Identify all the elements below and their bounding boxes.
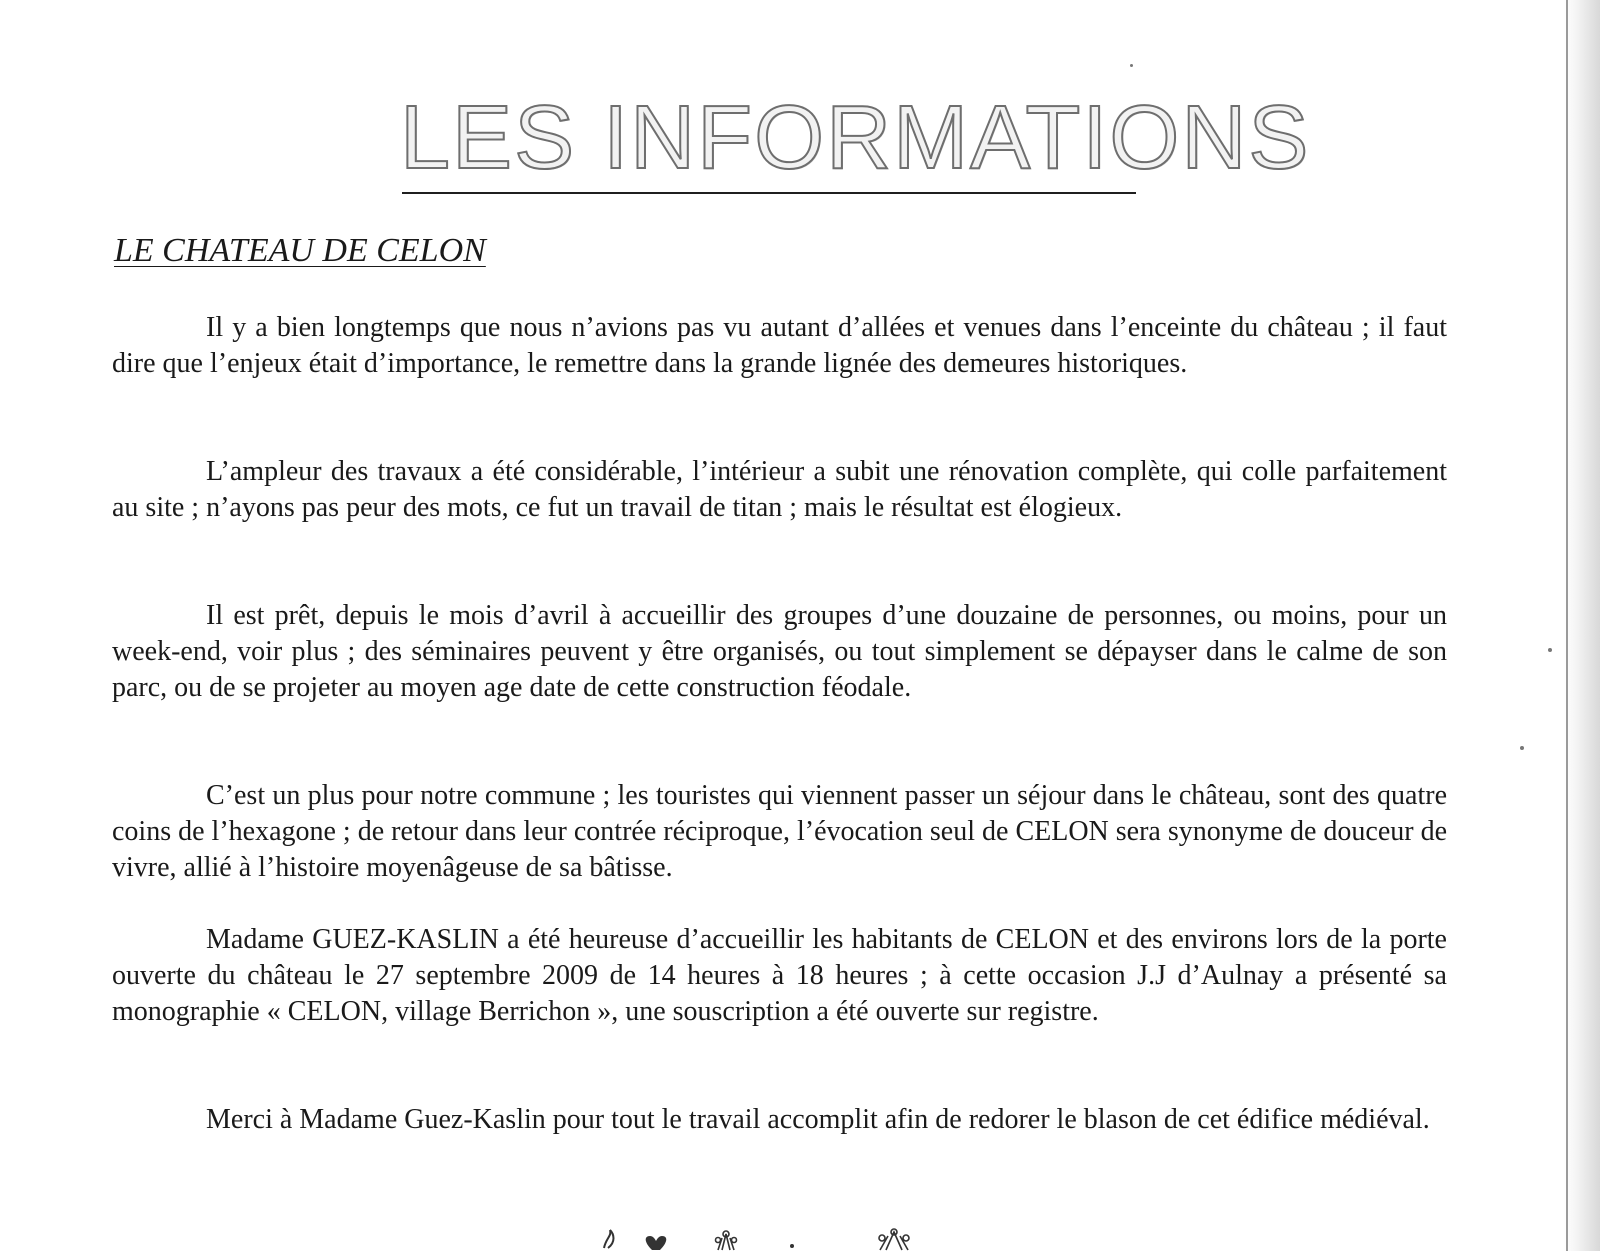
paragraph: Madame GUEZ-KASLIN a été heureuse d’accueillir les habitants de CELON et des environs lors de la porte ouverte du château le 27 septembre 2009 de 14 heures à 18 heures ; à cette occasion J.J d’Aulnay a présenté sa monographie « CELON, village Berrichon », une souscription a été ouverte sur registre. <box>112 924 1447 1027</box>
title-block <box>400 88 1311 198</box>
decorative-ornaments <box>600 1228 960 1251</box>
flower-ornament <box>716 1231 737 1250</box>
scan-edge-shadow <box>1564 0 1600 1251</box>
dot-ornament <box>790 1244 794 1248</box>
scan-speck <box>1520 746 1524 750</box>
scan-speck <box>1130 64 1133 67</box>
paragraph-block <box>112 598 1447 706</box>
paragraph: Merci à Madame Guez-Kaslin pour tout le travail accomplit afin de redorer le blason de cet édifice médiéval. <box>206 1104 1430 1135</box>
paragraph-block <box>112 922 1447 1030</box>
paragraph: L’ampleur des travaux a été considérable, l’intérieur a subit une rénovation complète, qui colle parfaitement au site ; n’ayons pas peur des mots, ce fut un travail de titan ; mais le résultat est élogieux. <box>112 456 1447 523</box>
paragraph-block <box>112 310 1447 382</box>
page-title: LES INFORMATIONS <box>400 88 1311 188</box>
paragraph-block <box>112 778 1447 886</box>
flower-ornament <box>879 1229 909 1250</box>
paragraph: Il est prêt, depuis le mois d’avril à accueillir des groupes d’une douzaine de personnes, ou moins, pour un week-end, voir plus ; des séminaires peuvent y être organisés, ou tout simplement se dépayser dans le calme de son parc, ou de se projeter au moyen age date de cette construction féodale. <box>112 600 1447 703</box>
paragraph: C’est un plus pour notre commune ; les touristes qui viennent passer un séjour dans le château, sont des quatre coins de l’hexagone ; de retour dans leur contrée réciproque, l’évocation seul de CELON sera synonyme de douceur de vivre, allié à l’histoire moyenâgeuse de sa bâtisse. <box>112 780 1447 883</box>
section-heading: LE CHATEAU DE CELON <box>114 232 486 269</box>
title-underline <box>402 192 1136 194</box>
paragraph-block <box>112 454 1447 526</box>
paragraph: Il y a bien longtemps que nous n’avions pas vu autant d’allées et venues dans l’enceinte du château ; il faut dire que l’enjeux était d’importance, le remettre dans la grande lignée des demeures historiques. <box>112 312 1447 379</box>
scan-edge-line <box>1566 0 1568 1251</box>
scan-speck <box>1548 648 1552 652</box>
heart-ornament <box>646 1236 667 1250</box>
flourish-ornament <box>604 1230 614 1248</box>
paragraph-block <box>112 1102 1447 1138</box>
